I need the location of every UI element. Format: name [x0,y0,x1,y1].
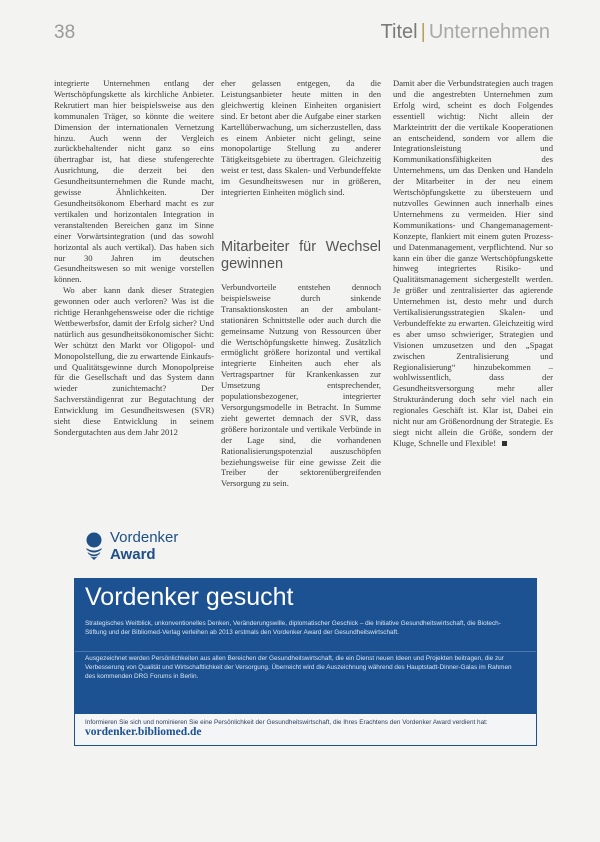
article-subheading: Mitarbeiter für Wechsel gewinnen [221,239,381,272]
award-logo-line2: Award [110,546,156,563]
article-paragraph: Wo aber kann dank dieser Strategien gewonnen oder auch verloren? Was ist die richtige Heranhgehensweise oder die richtige Wettbewerbsfor, damit der Erfolg sicher? Und natürlich aus gesundheitsökonomischer Sicht: Wer schützt den Markt vor Oligopol- und Monopolstellung, die zu erwartende Einkaufs- und Qualitätsgewinne durch Monopolpreise für die Gesellschaft und das System dann wieder zunichtemacht? Der Sachverständigenrat zur Begutachtung der Entwicklung im Gesundheitswesen (SVR) sieht diese Entwicklung in seinem Sondergutachten aus dem Jahr 2012 [54,285,214,437]
vordenker-advertisement [74,578,537,746]
ad-call-text: Ausgezeichnet werden Persönlichkeiten aus allen Bereichen der Gesundheitswirtschaft, die ein Dienst neuen Ideen und Projekten beitragen, die zur Verbesserung von Qualität und Wirtschaftlichkeit der Versorgung. Überreicht wird die Auszeichnung während des Hauptstadt-Dinner-Galas im Rahmen des kommenden DRG Forums in Berlin. [85,655,512,680]
running-header-separator: | [420,21,426,43]
ad-intro-text: Strategisches Weitblick, unkonventionelles Denken, Veränderungswille, diplomatischer Geschick – die Initiative Gesundheitswirtschaft, die Biotech-Stiftung und der Bibliomed-Verlag verleihen ab 2013 erstmals den Vordenker Award der Gesundheitswirtschaft. [85,620,501,636]
article-paragraph-text: Damit aber die Verbundstrategien auch tragen und die angestrebten Unternehmen zum Erfolg wird, scheint es doch Folgendes essentiell wichtig: Nicht allein der Markteintritt der die vertikale Kooperationen an entscheidend, sondern vor allem die Integrationsleistung und Kommunikationsfähigkeiten des Unternehmens, um das Denken und Handeln der Mitarbeiter in der neu einem Wertschöpfungskette zu übersteuern und nutzvolles Gewinnen auch innerhalb eines Unternehmens zu vermeiden. Hier sind Kommunikations- und Changemanagement-Konzepte, flankiert mit einem guten Prozess- und Datenmanagement, verpflichtend. Nur so kann ein über die ganze Wertschöpfungskette hinweg integriertes Risiko- und Qualitätsmanagement sichergestellt werden. Je größer und zentralisierter das agierende Unternehmen ist, desto mehr und durch Vertikalisierungsstrategien Skalen- und Verbundeffekte zu erwarten. Gleichzeitig wird es aber umso schwieriger, Strategien und Visionen umzusetzen und den „Spagat zwischen Zentralisierung und Regionalisierung“ hinzubekommen – wohlwissentlich, dass der Gesundheitsversorgung mehr aller Strukturänderung doch sehr viel nach ein regionales Geschäft ist. Klar ist, Dabei ein nicht nur am Größenordnung der Strategie. Es siegt nicht allein die Größe, sondern der Kluge, Schnelle und Flexible! [393,78,553,448]
page-number: 38 [54,22,76,43]
vordenker-award-logo [80,530,220,576]
ad-footer-caption: Informieren Sie sich und nominieren Sie eine Persönlichkeit der Gesundheitswirtschaft, die Ihres Erachtens den Vordenker Award verdient hat: [85,719,488,726]
running-header-title: Titel [380,21,418,43]
article-paragraph [393,78,553,449]
end-of-article-mark [502,441,507,446]
article-paragraph: integrierte Unternehmen entlang der Wertschöpfungskette als kirchliche Anbieter. Rekrutiert man hier beispielsweise aus den kommunalen Träger, so könnte die weitere Dimension der internationalen Vernetzung hinzu. Auch wenn der Vergleich zurückbehaltender nicht ganz so eins übertragbar ist, hat diese stufengerechte Ausrichtung, die derzeit bei den Gesundheitsunternehmen die Runde macht, gewisse Ähnlichkeiten. Der Gesundheitsökonom Eberhard macht es zur vertikalen und horizontalen Integration in veranstaltenden Bereichen ganz im Sinne einer Vorwärtsintegration (und das sowohl horizontal als auch vertikal). Das haben sich nur 30 Jahren im deutschen Gesundheitswesen so mit wenige vorstellen können. [54,78,214,285]
award-logo-line1: Vordenker [110,529,179,546]
award-emblem-icon [80,530,108,560]
ad-footer-text [85,719,525,739]
running-header-section: Unternehmen [428,21,550,43]
article-paragraph: eher gelassen entgegen, da die Leistungsanbieter heute mitten in den gleichwertig kleinen Einheiten organisiert sind. Er betont aber die Aufgabe einer starken Kartellüberwachung, um sicherzustellen, dass es einem Anbieter nicht gelingt, seine monopolartige Stellung zu anderer Tätigkeitsgebiete zu übertragen. Gleichzeitig weist er test, dass Skalen- und Verbundeffekte im Gesundheitswesen nur in größeren, integrierten Einheiten möglich sind. [221,78,381,198]
article-column-3 [393,78,553,519]
ad-url-link[interactable]: vordenker.bibliomed.de [85,725,202,738]
article-column-2 [221,78,381,519]
ad-footer [75,714,536,745]
article-paragraph: Verbundvorteile entstehen dennoch beispielsweise durch sinkende Transaktionskosten an der ambulant-stationären Schnittstelle oder auch durch die gemeinsame Nutzung von Ressourcen über die Wertschöpfungskette hinweg. Zusätzlich ermöglicht größere horizontal und vertikal integrierte Einheiten auch eher als Vertragspartner für Krankenkassen zur Umsetzung entsprechender, populationsbezogener, integrierter Versorgungsmodelle in Betracht. In Summe zieht gewertet demnach der SVR, dass größere horizontale und vertikale Verbünde in der Lage sind, die vorhandenen Rationalisierungspotenzial auszuschöpfen beziehungsweise für eine gewisse Zeit die Treiber der sektorenübergreifenden Versorgung zu sein. [221,282,381,489]
ad-divider [75,651,536,652]
running-header [381,21,550,44]
ad-headline: Vordenker gesucht [85,583,294,611]
article-column-1 [54,78,214,519]
